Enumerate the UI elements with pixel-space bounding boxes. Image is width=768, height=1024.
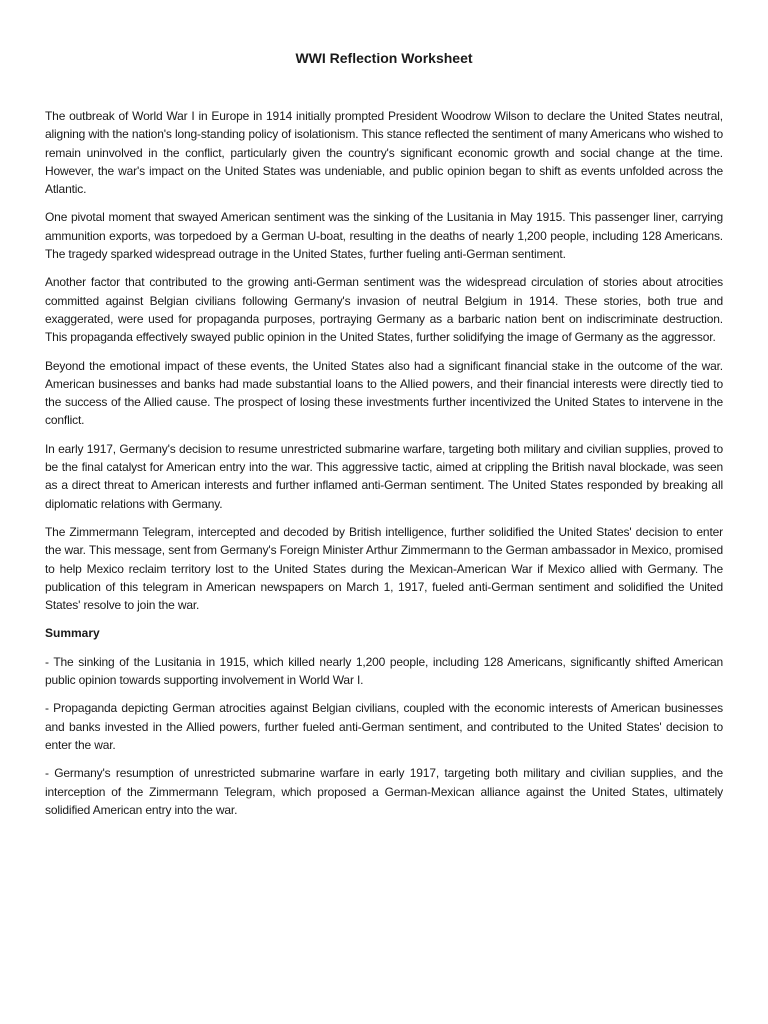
paragraph-submarine-warfare: In early 1917, Germany's decision to resume unrestricted submarine warfare, targeting both military and civilian supplies, proved to be the final catalyst for American entry into the war. This aggressive tactic, aimed at crippling the British naval blockade, was seen as a direct threat to American interests and further inflamed anti-German sentiment. The United States responded by breaking all diplomatic relations with Germany. xyxy=(45,441,723,511)
paragraph-zimmermann-telegram: The Zimmermann Telegram, intercepted and decoded by British intelligence, further solidified the United States' decision to enter the war. This message, sent from Germany's Foreign Minister Arthur Zimmermann to the German ambassador in Mexico, promised to help Mexico reclaim territory lost to the United States during the Mexican-American War if Mexico allied with Germany. The publication of this telegram in American newspapers on March 1, 1917, fueled anti-German sentiment and solidified the United States' resolve to join the war. xyxy=(45,524,723,613)
paragraph-financial-stake: Beyond the emotional impact of these events, the United States also had a significant financial stake in the outcome of the war. American businesses and banks had made substantial loans to the Allied powers, and their financial interests were directly tied to the success of the Allied cause. The prospect of losing these investments further incentivized the United States to intervene in the conflict. xyxy=(45,358,723,428)
summary-item-lusitania: - The sinking of the Lusitania in 1915, which killed nearly 1,200 people, including 128 Americans, significantly shifted American public opinion towards supporting involvement in World War I. xyxy=(45,654,723,688)
paragraph-belgian-atrocities: Another factor that contributed to the growing anti-German sentiment was the widespread circulation of stories about atrocities committed against Belgian civilians following Germany's invasion of neutral Belgium in 1914. These stories, both true and exaggerated, were used for propaganda purposes, portraying Germany as a barbaric nation bent on indiscriminate destruction. This propaganda effectively swayed public opinion in the United States, further solidifying the image of Germany as the aggressor. xyxy=(45,275,723,345)
summary-item-propaganda: - Propaganda depicting German atrocities against Belgian civilians, coupled with the economic interests of American businesses and banks invested in the Allied powers, further fueled anti-German sentiment, and contributed to the United States' decision to enter the war. xyxy=(45,701,723,752)
summary-item-submarine-telegram: - Germany's resumption of unrestricted submarine warfare in early 1917, targeting both military and civilian supplies, and the interception of the Zimmermann Telegram, which proposed a German-Mexican alliance against the United States, ultimately solidified American entry into the war. xyxy=(45,766,723,817)
document-title: WWI Reflection Worksheet xyxy=(295,50,473,66)
paragraph-neutrality: The outbreak of World War I in Europe in 1914 initially prompted President Woodrow Wilson to declare the United States neutral, aligning with the nation's long-standing policy of isolationism. This stance reflected the sentiment of many Americans who wished to remain uninvolved in the conflict, particularly given the country's significant economic growth and social change at the time. However, the war's impact on the United States was undeniable, and public opinion began to shift as events unfolded across the Atlantic. xyxy=(45,109,723,197)
summary-heading: Summary xyxy=(45,626,100,641)
paragraph-lusitania: One pivotal moment that swayed American sentiment was the sinking of the Lusitania in May 1915. This passenger liner, carrying ammunition exports, was torpedoed by a German U-boat, resulting in the deaths of nearly 1,200 people, including 128 Americans. The tragedy sparked widespread outrage in the United States, further fueling anti-German sentiment. xyxy=(45,210,723,262)
